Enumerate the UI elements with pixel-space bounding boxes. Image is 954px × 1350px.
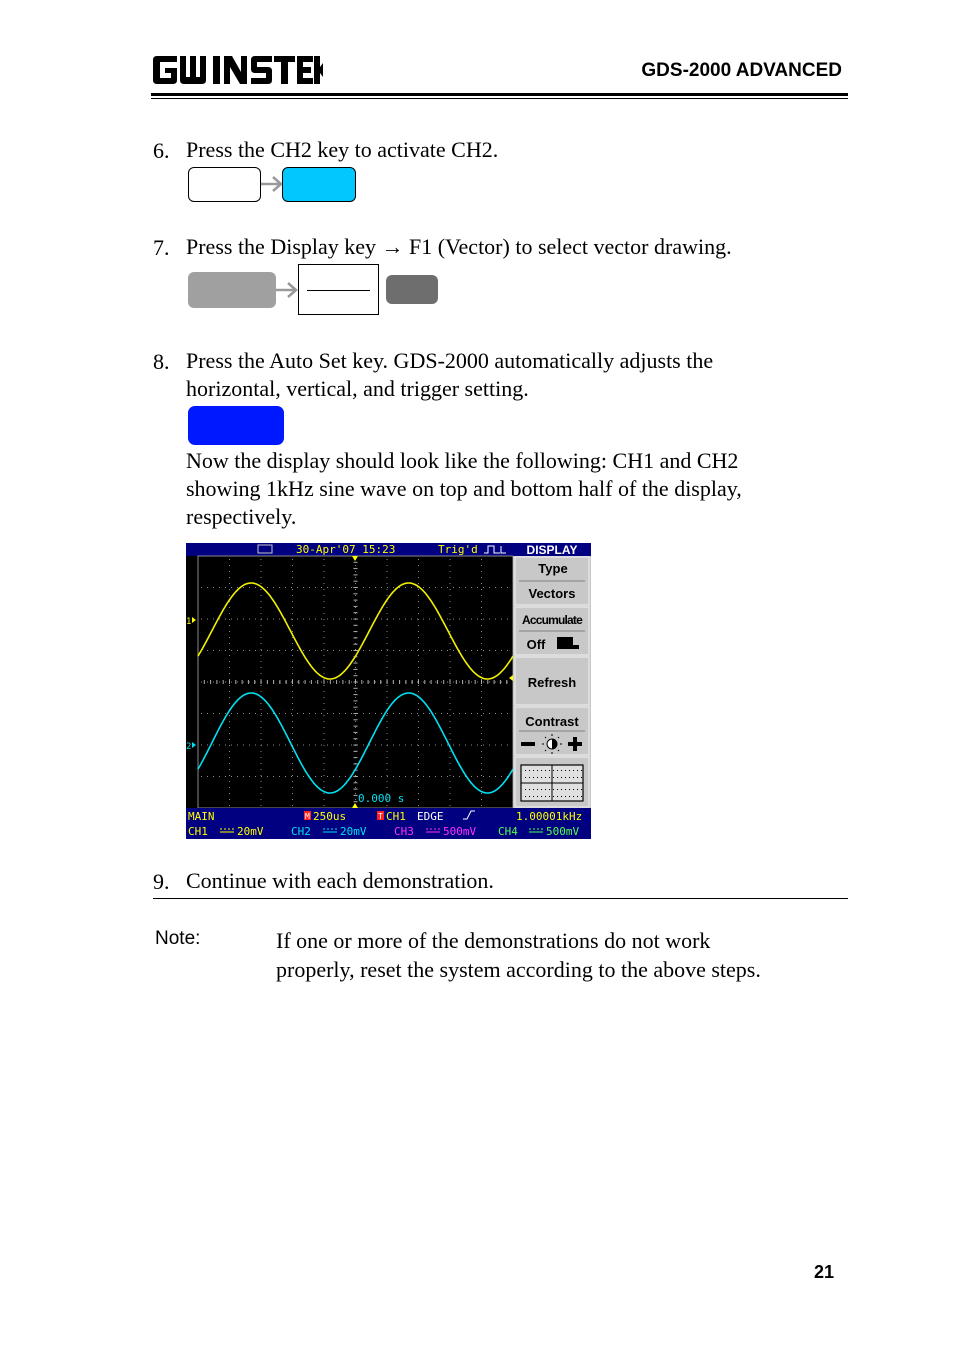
menu-refresh-label: Refresh [527,675,577,690]
step-6-number: 6. [153,138,170,163]
step-9-text: Continue with each demonstration. [186,868,494,893]
oscilloscope-screen [186,543,591,839]
status-trigger-source: CH1 [386,810,406,823]
step-7-text: Press the Display key → F1 (Vector) to select vector drawing. [186,234,732,259]
status-ch1-scale: 20mV [237,825,264,838]
note-line2: properly, reset the system according to the above steps. [276,957,761,982]
step-8-number: 8. [153,349,170,374]
note-text [276,926,846,984]
note-line1: If one or more of the demonstrations do not work [276,928,711,953]
status-frequency: 1.00001kHz [516,810,583,823]
status-ch1-label: CH1 [188,825,208,838]
ch2-key [282,167,356,202]
f1-key [386,275,438,304]
grid-style-icon [521,765,583,801]
status-ch2-label: CH2 [291,825,311,838]
gw-instek-logo [153,56,323,84]
ch2-marker: 2 [186,742,192,752]
menu-key [188,167,261,202]
step-9-number: 9. [153,869,170,894]
trigger-position-readout: 0.000 s [358,792,405,805]
step-6-text: Press the CH2 key to activate CH2. [186,137,499,162]
status-timebase: 250us [313,810,347,823]
menu-title: DISPLAY [526,543,578,557]
scope-datetime: 30-Apr'07 15:23 [296,543,396,556]
menu-type-label: Type [538,561,568,576]
page-number: 21 [813,1262,834,1282]
status-ch3-scale: 500mV [443,825,477,838]
step-8-text-line2: horizontal, vertical, and trigger setting. [186,376,529,401]
f1-softkey-box [298,264,379,315]
svg-text:M: M [305,812,310,821]
ch1-marker: 1 [186,617,192,627]
scope-trigger-status: Trig'd [438,543,478,556]
note-label: Note: [155,928,201,949]
svg-text:T: T [378,812,383,821]
minus-icon [521,742,535,746]
status-ch2-scale: 20mV [340,825,367,838]
status-trigger-type: EDGE [417,810,444,823]
arrow-icon [261,174,283,194]
arrow-icon [276,280,298,300]
step-8-text-line1: Press the Auto Set key. GDS-2000 automatically adjusts the [186,348,714,373]
status-ch3-label: CH3 [394,825,414,838]
followup-line1: Now the display should look like the following: CH1 and CH2 [186,448,739,473]
display-key [188,272,276,308]
status-ch4-scale: 500mV [546,825,580,838]
menu-contrast-label: Contrast [525,714,579,729]
status-ch4-label: CH4 [498,825,518,838]
header-rule-thin [151,98,848,99]
menu-type-value: Vectors [528,586,576,601]
autoset-key [188,406,284,445]
menu-accumulate-value: Off [526,637,546,652]
followup-line2: showing 1kHz sine wave on top and bottom half of the display, [186,476,742,501]
header-rule [151,93,848,96]
section-divider [153,898,848,899]
followup-line3: respectively. [186,504,297,529]
step-7-number: 7. [153,235,170,260]
status-mode: MAIN [188,810,215,823]
menu-accumulate-label: Accumulate [521,613,583,627]
model-name: GDS-2000 ADVANCED [641,60,842,81]
